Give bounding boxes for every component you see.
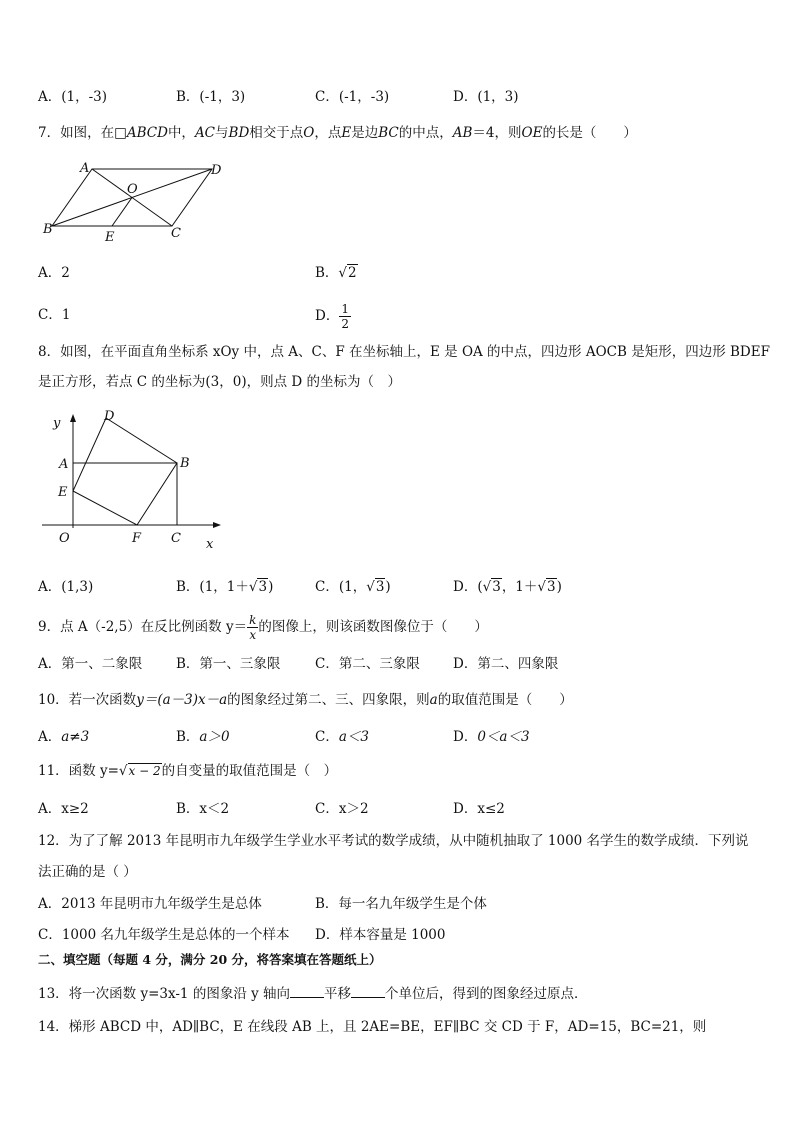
q7-label-e: E xyxy=(105,230,115,245)
q8-option-d: D．(√3，1＋√3) xyxy=(453,579,562,595)
q13-stem: 13．将一次函数 y=3x-1 的图象沿 y 轴向 平移 个单位后，得到的图象经过原点． xyxy=(38,986,588,1002)
q7-stem: 7．如图，在□ABCD中，AC与BD相交于点O，点E是边BC的中点，AB＝4，则OE的长是（ ） xyxy=(38,125,637,141)
q8-label-a: A xyxy=(59,457,69,472)
q6-option-c: C．(-1，-3) xyxy=(315,89,390,105)
q8-label-f: F xyxy=(132,531,142,546)
q10-option-b: B．a＞0 xyxy=(176,729,230,745)
q11-option-d: D．x≤2 xyxy=(453,801,505,817)
q12-option-b: B．每一名九年级学生是个体 xyxy=(315,896,487,912)
q7-label-a: A xyxy=(80,161,90,176)
q14-stem: 14．梯形 ABCD 中，AD∥BC，E 在线段 AB 上，且 2AE=BE，EF∥BC 交 CD 于 F，AD=15，BC=21，则 xyxy=(38,1019,707,1035)
q8-stem-line2: 是正方形，若点 C 的坐标为(3，0)，则点 D 的坐标为（ ） xyxy=(38,374,402,390)
q6-option-a: A．(1，-3) xyxy=(38,89,108,105)
q8-label-e: E xyxy=(58,485,68,500)
q7-option-a: A．2 xyxy=(38,265,70,281)
q7-parallelogram-figure xyxy=(40,158,240,248)
q8-option-c: C．(1，√3) xyxy=(315,579,391,595)
q6-option-b: B．(-1，3) xyxy=(176,89,246,105)
sqrt-2: √2 xyxy=(338,265,357,281)
q7-label-o: O xyxy=(127,182,138,197)
q9-option-a: A．第一、二象限 xyxy=(38,656,143,672)
rectangle-aocb xyxy=(73,463,177,525)
q9-option-b: B．第一、三象限 xyxy=(176,656,281,672)
sqrt-x-minus-2: √x − 2 xyxy=(118,763,161,779)
q10-option-d: D．0＜a＜3 xyxy=(453,729,530,745)
q9-option-c: C．第二、三象限 xyxy=(315,656,420,672)
segment-oe xyxy=(112,198,132,227)
fraction-k-over-x: $\frac{k}{x}$ xyxy=(249,613,257,642)
q12-stem-line2: 法正确的是（ ） xyxy=(38,864,137,880)
answer-blank[interactable] xyxy=(290,984,324,998)
x-axis-arrow xyxy=(213,522,221,528)
q8-option-a: A．(1,3) xyxy=(38,579,94,595)
q7-option-d: D． $\frac{1}{2}$ xyxy=(315,302,349,331)
q8-stem-line1: 8．如图，在平面直角坐标系 xOy 中，点 A、C、F 在坐标轴上，E 是 OA 的中点，四边形 AOCB 是矩形，四边形 BDEF xyxy=(38,344,770,360)
q12-option-a: A．2013 年昆明市九年级学生是总体 xyxy=(38,896,262,912)
q11-stem: 11．函数 y=√x − 2的自变量的取值范围是（ ） xyxy=(38,763,338,779)
q12-option-d: D．样本容量是 1000 xyxy=(315,927,446,943)
q7-option-b: B．√2 xyxy=(315,265,357,281)
q12-option-c: C．1000 名九年级学生是总体的一个样本 xyxy=(38,927,290,943)
q8-label-d: D xyxy=(104,409,115,424)
q7-option-c: C．1 xyxy=(38,307,71,323)
q10-option-a: A．a≠3 xyxy=(38,729,90,745)
q8-label-b: B xyxy=(180,456,190,471)
q9-stem: 9．点 A（-2,5）在反比例函数 y＝ $\frac{k}{x}$ 的图像上，则该函数图像位于（ ） xyxy=(38,613,488,642)
q7-label-c: C xyxy=(171,226,181,241)
q10-stem: 10．若一次函数y＝(a－3)x－a的图象经过第二、三、四象限，则a的取值范围是（ ） xyxy=(38,692,573,708)
q7-label-b: B xyxy=(43,222,53,237)
q11-option-b: B．x＜2 xyxy=(176,801,230,817)
q8-label-o: O xyxy=(59,531,70,546)
q11-option-a: A．x≥2 xyxy=(38,801,89,817)
square-bdef xyxy=(73,418,177,525)
q11-option-c: C．x＞2 xyxy=(315,801,369,817)
section-heading: 二、填空题（每题 4 分，满分 20 分，将答案填在答题纸上） xyxy=(38,952,382,967)
q9-option-d: D．第二、四象限 xyxy=(453,656,559,672)
fraction-one-half: $\frac{1}{2}$ xyxy=(341,302,349,331)
q10-option-c: C．a＜3 xyxy=(315,729,369,745)
q8-label-c: C xyxy=(171,531,181,546)
q8-label-y: y xyxy=(53,416,61,431)
q6-option-d: D．(1，3) xyxy=(453,89,519,105)
q8-label-x: x xyxy=(206,537,214,552)
answer-blank[interactable] xyxy=(351,984,385,998)
q7-label-d: D xyxy=(211,163,222,178)
q8-coordinate-figure xyxy=(40,404,240,554)
y-axis-arrow xyxy=(70,414,76,422)
q8-option-b: B．(1，1＋√3) xyxy=(176,579,274,595)
q12-stem-line1: 12．为了了解 2013 年昆明市九年级学生学业水平考试的数学成绩，从中随机抽取了 1000 名学生的数学成绩．下列说 xyxy=(38,833,749,849)
